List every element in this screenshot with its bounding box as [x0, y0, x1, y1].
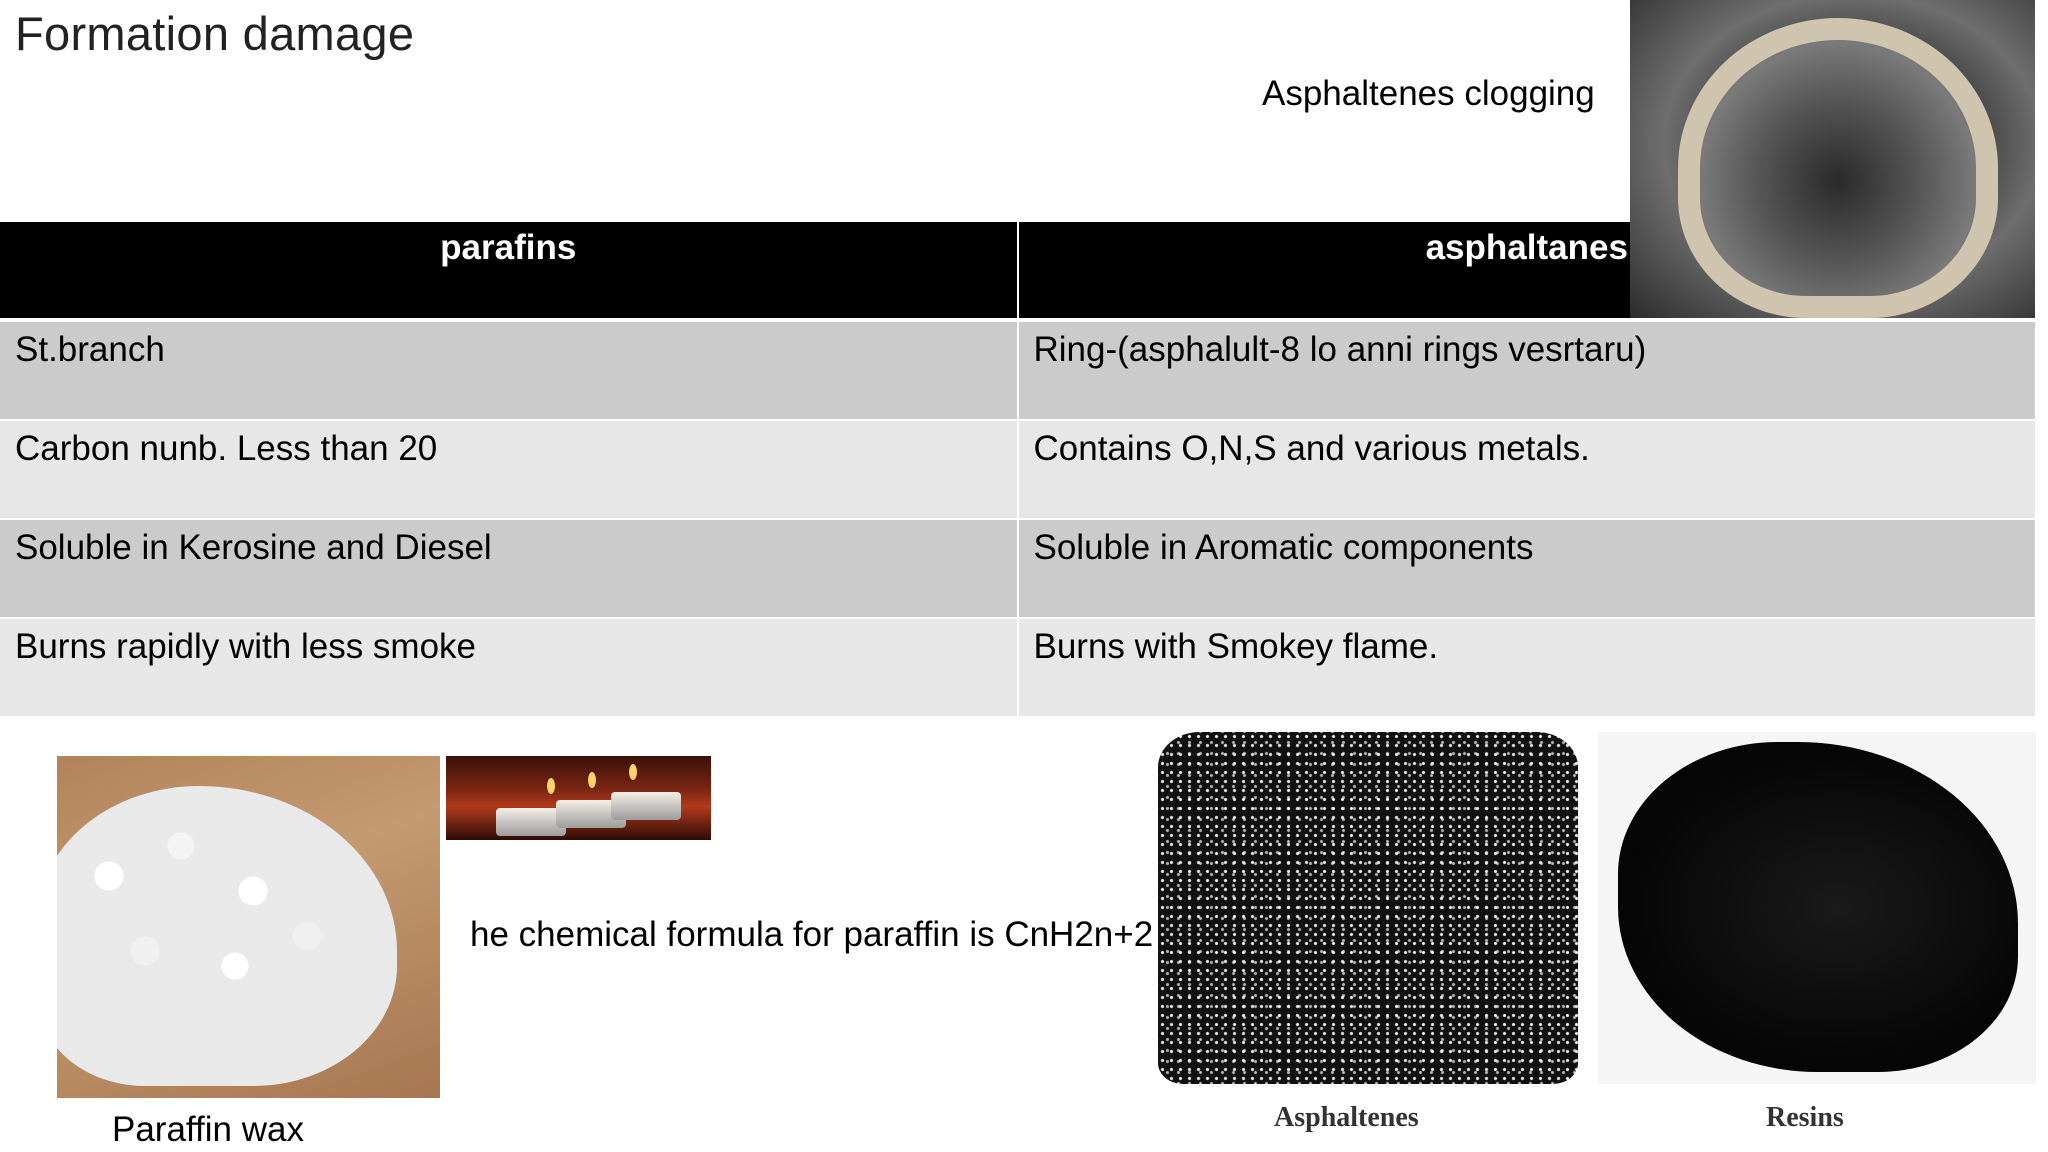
table-row [0, 421, 2035, 520]
table-cell: Burns rapidly with less smoke [15, 627, 476, 666]
resins-sample-photo [1598, 732, 2036, 1084]
header-asphaltanes: asphaltanes [1017, 222, 2036, 318]
table-cell: Soluble in Kerosine and Diesel [15, 528, 492, 567]
asphaltenes-clogging-caption: Asphaltenes clogging [1262, 74, 1595, 113]
paraffin-wax-caption: Paraffin wax [112, 1110, 304, 1149]
paraffin-wax-photo [57, 756, 440, 1098]
asphaltenes-clogging-photo [1630, 0, 2035, 318]
tealight-candles-photo [446, 756, 711, 840]
resin-blob [1618, 742, 2018, 1072]
container-rim [1678, 18, 1998, 318]
flame [629, 764, 637, 780]
paraffin-formula-text: he chemical formula for paraffin is CnH2n+2 [470, 915, 1154, 954]
header-parafins: parafins [440, 228, 577, 267]
resins-label: Resins [1766, 1102, 1844, 1133]
table-cell: Ring-(asphalult-8 lo anni rings vesrtaru) [1017, 322, 2036, 419]
table-cell: Soluble in Aromatic components [1017, 520, 2036, 617]
table-cell: St.branch [15, 330, 165, 369]
table-cell: Carbon nunb. Less than 20 [15, 429, 438, 468]
flame [588, 772, 596, 788]
asphaltenes-sample-photo [1158, 732, 1578, 1084]
wax-pellets [57, 786, 397, 1086]
asphaltenes-label: Asphaltenes [1274, 1102, 1419, 1133]
slide-title: Formation damage [15, 7, 415, 60]
flame [547, 778, 555, 794]
table-cell: Contains O,N,S and various metals. [1017, 421, 2036, 518]
table-cell: Burns with Smokey flame. [1017, 619, 2036, 716]
table-row [0, 322, 2035, 421]
table-row [0, 520, 2035, 619]
table-row [0, 619, 2035, 718]
candle [611, 792, 681, 820]
